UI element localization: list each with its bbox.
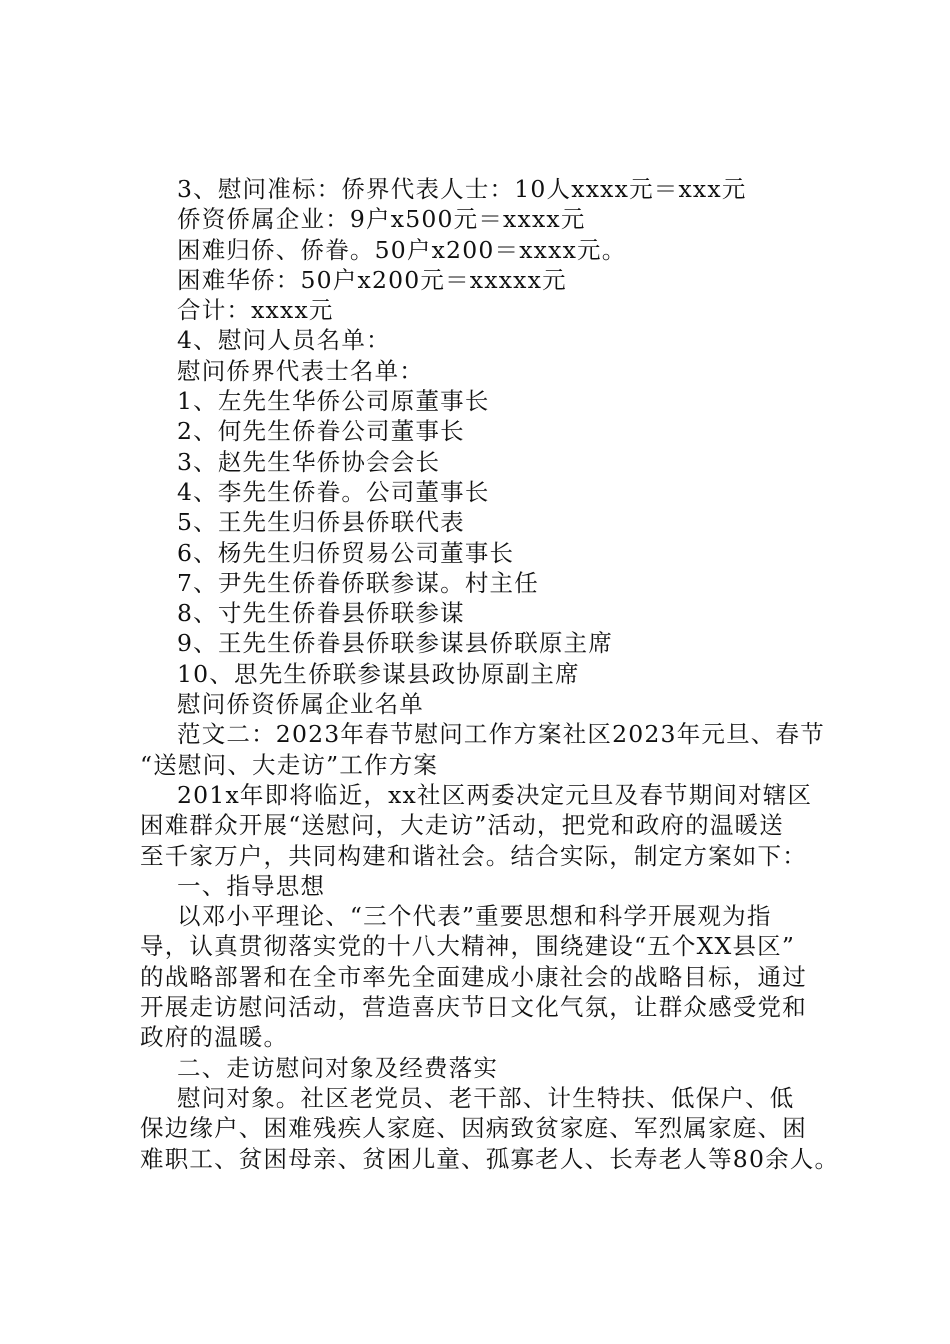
text-line: 难职工、贫困母亲、贫困儿童、孤寡老人、长寿老人等80余人。 — [140, 1144, 840, 1173]
text-line: 以邓小平理论、“三个代表”重要思想和科学开展观为指 — [177, 902, 772, 931]
text-line: 慰问对象。社区老党员、老干部、计生特扶、低保户、低 — [177, 1083, 795, 1112]
text-line: 慰问侨界代表士名单： — [177, 356, 424, 385]
section-heading: 一、指导思想 — [177, 871, 326, 900]
text-line: 慰问侨资侨属企业名单 — [177, 690, 424, 719]
text-line: 8、寸先生侨眷县侨联参谋 — [177, 599, 465, 628]
text-line: 困难归侨、侨眷。50户x200＝xxxx元。 — [177, 235, 627, 264]
text-line: 3、慰问准标：侨界代表人士：10人xxxx元＝xxx元 — [177, 175, 747, 203]
text-line: 9、王先生侨眷县侨联参谋县侨联原主席 — [177, 629, 614, 658]
text-line: 范文二：2023年春节慰问工作方案社区2023年元旦、春节 — [177, 720, 825, 749]
text-line: 10、思先生侨联参谋县政协原副主席 — [177, 659, 580, 688]
text-line: 2、何先生侨眷公司董事长 — [177, 417, 465, 446]
text-line: 201x年即将临近，xx社区两委决定元旦及春节期间对辖区 — [177, 780, 813, 809]
text-line: 4、慰问人员名单： — [177, 326, 391, 355]
text-line: 6、杨先生归侨贸易公司董事长 — [177, 538, 515, 567]
document-body — [140, 174, 840, 1174]
text-line: 的战略部署和在全市率先全面建成小康社会的战略目标，通过 — [140, 962, 807, 991]
text-line: 7、尹先生侨眷侨联参谋。村主任 — [177, 568, 539, 597]
text-line: 开展走访慰问活动，营造喜庆节日文化气氛，让群众感受党和 — [140, 993, 807, 1022]
text-line: 导，认真贯彻落实党的十八大精神，围绕建设“五个XX县区” — [140, 932, 796, 961]
text-line: 困难群众开展“送慰问，大走访”活动，把党和政府的温暖送 — [140, 811, 784, 840]
text-line: 3、赵先生华侨协会会长 — [177, 447, 441, 476]
text-line: 5、王先生归侨县侨联代表 — [177, 508, 465, 537]
text-line: 保边缘户、困难残疾人家庭、因病致贫家庭、军烈属家庭、困 — [140, 1114, 807, 1143]
text-line: “送慰问、大走访”工作方案 — [140, 750, 439, 779]
text-line: 至千家万户，共同构建和谐社会。结合实际，制定方案如下： — [140, 841, 807, 870]
text-line: 侨资侨属企业：9户x500元＝xxxx元 — [177, 205, 586, 234]
text-line: 困难华侨：50户x200元＝xxxxx元 — [177, 265, 567, 294]
section-heading: 二、走访慰问对象及经费落实 — [177, 1053, 499, 1082]
text-line: 合计：xxxx元 — [177, 296, 334, 325]
text-line: 4、李先生侨眷。公司董事长 — [177, 477, 490, 506]
text-line: 政府的温暖。 — [140, 1023, 289, 1052]
text-line: 1、左先生华侨公司原董事长 — [177, 387, 490, 416]
